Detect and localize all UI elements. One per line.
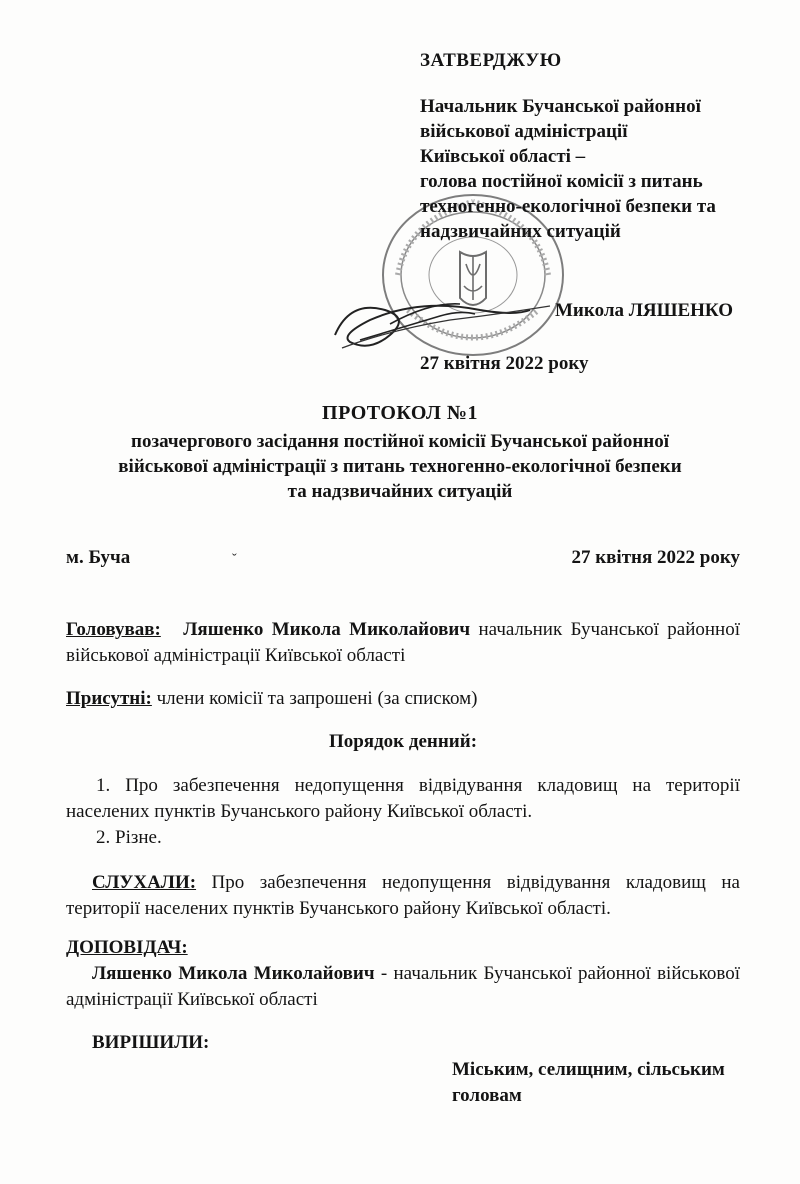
speaker-text: - начальник Бучанської районної військової адміністрації Київської області xyxy=(66,963,740,1010)
speaker-paragraph xyxy=(66,961,740,1013)
approval-position xyxy=(420,94,780,244)
addressees-line: головам xyxy=(452,1085,522,1106)
protocol-subtitle-line: позачергового засідання постійної комісії Бучанської районної xyxy=(131,431,669,452)
chaired-text: начальник Бучанської районної військової адміністрації Київської області xyxy=(66,619,740,666)
chaired-name: Ляшенко Микола Миколайович xyxy=(183,619,471,640)
decided-paragraph xyxy=(92,1030,392,1056)
approval-signer: Микола ЛЯШЕНКО xyxy=(555,300,734,321)
addressees-block xyxy=(452,1057,752,1109)
protocol-subtitle-line: та надзвичайних ситуацій xyxy=(287,481,513,502)
protocol-title: ПРОТОКОЛ №1 xyxy=(322,402,478,424)
heard-text: Про забезпечення недопущення відвідування кладовищ на території населених пунктів Бучанського району Київської області. xyxy=(66,872,740,919)
approval-block xyxy=(420,50,780,244)
heard-label: СЛУХАЛИ: xyxy=(92,872,197,893)
approval-line: Начальник Бучанської районної xyxy=(420,96,701,117)
chaired-label: Головував: xyxy=(66,619,161,640)
addressees-line: Міським, селищним, сільським xyxy=(452,1059,725,1080)
agenda-title: Порядок денний: xyxy=(328,731,478,752)
meeting-date: 27 квітня 2022 року xyxy=(571,547,740,568)
speaker-label-line xyxy=(66,935,740,961)
agenda-item: 1. Про забезпечення недопущення відвідування кладовищ на території населених пунктів Бучанського району Київської області. xyxy=(66,775,740,822)
approval-line: надзвичайних ситуацій xyxy=(420,221,621,242)
approval-date: 27 квітня 2022 року xyxy=(420,353,589,374)
place-mark: ˇ xyxy=(232,552,237,567)
present-paragraph xyxy=(66,686,740,712)
speaker-name: Ляшенко Микола Миколайович xyxy=(92,963,375,984)
speaker-label: ДОПОВІДАЧ: xyxy=(66,937,188,958)
heard-paragraph xyxy=(66,870,740,922)
approval-line: техногенно-екологічної безпеки та xyxy=(420,196,716,217)
present-text: члени комісії та запрошені (за списком) xyxy=(151,688,478,709)
agenda-item: 2. Різне. xyxy=(96,827,162,848)
approval-line: Київської області – xyxy=(420,146,586,167)
chaired-paragraph xyxy=(66,617,740,669)
meeting-place: м. Буча xyxy=(66,547,131,568)
signature xyxy=(330,280,560,360)
approval-line: голова постійної комісії з питань xyxy=(420,171,703,192)
approval-title: ЗАТВЕРДЖУЮ xyxy=(420,50,562,71)
protocol-subtitle-line: військової адміністрації з питань техногенно-екологічної безпеки xyxy=(118,456,682,477)
protocol-subtitle xyxy=(60,429,740,504)
decided-label: ВИРІШИЛИ: xyxy=(92,1032,210,1053)
approval-line: військової адміністрації xyxy=(420,121,628,142)
present-label: Присутні: xyxy=(66,688,152,709)
